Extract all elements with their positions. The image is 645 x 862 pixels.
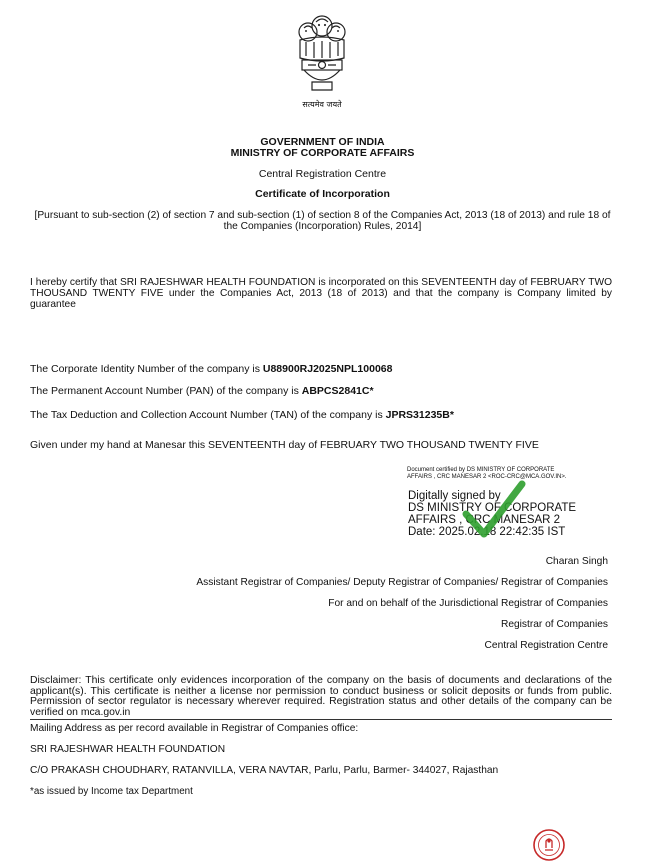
signatory-designation: Assistant Registrar of Companies/ Deputy Registrar of Companies/ Registrar of Companies — [196, 577, 608, 588]
disclaimer: Disclaimer: This certificate only evidences incorporation of the company on the basis of documents and declarations of the applicant(s). This certificate is neither a license nor permission to conduct business or solicit deposits or funds from public. Permission of sector regulator is necessary wherever required. Registration status and other details of the company can be verified on mca.gov.in — [30, 675, 612, 718]
emblem-motto: सत्यमेव जयते — [302, 100, 342, 109]
signed-line-4: Date: 2025.02.18 22:42:35 IST — [408, 526, 566, 538]
signatory-registrar: Registrar of Companies — [500, 619, 608, 630]
pan-line — [30, 385, 374, 397]
centre-heading: Central Registration Centre — [258, 168, 387, 180]
tan-line — [30, 409, 454, 421]
certificate-title: Certificate of Incorporation — [255, 188, 390, 200]
tan-label: The Tax Deduction and Collection Account Number (TAN) of the company is — [30, 409, 386, 421]
mailing-label: Mailing Address as per record available in Registrar of Companies office: — [30, 723, 359, 734]
signed-line-2: DS MINISTRY OF CORPORATE — [408, 502, 577, 514]
signatory-behalf: For and on behalf of the Jurisdictional Registrar of Companies — [328, 598, 608, 609]
government-heading: GOVERNMENT OF INDIA — [260, 136, 385, 148]
mailing-company-name: SRI RAJESHWAR HEALTH FOUNDATION — [30, 744, 226, 755]
ministry-heading: MINISTRY OF CORPORATE AFFAIRS — [230, 147, 415, 159]
cin-line — [30, 363, 392, 375]
signed-line-3: AFFAIRS , CRC MANESAR 2 — [408, 514, 561, 526]
national-emblem-icon — [282, 8, 362, 108]
certified-line-1: Document certified by DS MINISTRY OF CORPORATE — [407, 467, 555, 473]
pan-label: The Permanent Account Number (PAN) of the company is — [30, 385, 302, 397]
given-under-hand: Given under my hand at Manesar this SEVENTEENTH day of FEBRUARY TWO THOUSAND TWENTY FIVE — [30, 439, 539, 451]
cin-value: U88900RJ2025NPL100068 — [262, 363, 393, 375]
mailing-address: C/O PRAKASH CHOUDHARY, RATANVILLA, VERA NAVTAR, Parlu, Parlu, Barmer- 344027, Rajasthan — [30, 765, 499, 776]
pan-value: ABPCS2841C* — [301, 385, 374, 397]
pursuant-clause: [Pursuant to sub-section (2) of section 7 and sub-section (1) of section 8 of the Companies Act, 2013 (18 of 2013) and rule 18 of the Companies (Incorporation) Rules, 2014] — [34, 210, 611, 232]
mca-seal-icon — [532, 828, 566, 862]
signed-line-1: Digitally signed by — [408, 490, 501, 502]
tan-value: JPRS31235B* — [385, 409, 454, 421]
certification-paragraph: I hereby certify that SRI RAJESHWAR HEALTH FOUNDATION is incorporated on this SEVENTEENTH day of FEBRUARY TWO THOUSAND TWENTY FIVE under the Companies Act, 2013 (18 of 2013) and that the company is Company limited by guarantee — [30, 277, 612, 310]
disclaimer-divider — [30, 719, 612, 720]
certified-line-2: AFFAIRS , CRC MANESAR 2 <ROC-CRC@MCA.GOV.IN>. — [407, 474, 567, 480]
signatory-centre: Central Registration Centre — [484, 640, 608, 651]
cin-label: The Corporate Identity Number of the company is — [30, 363, 263, 375]
pan-tan-footnote: *as issued by Income tax Department — [30, 786, 193, 797]
signatory-name: Charan Singh — [545, 556, 608, 567]
signature-valid-check-icon — [462, 478, 526, 540]
